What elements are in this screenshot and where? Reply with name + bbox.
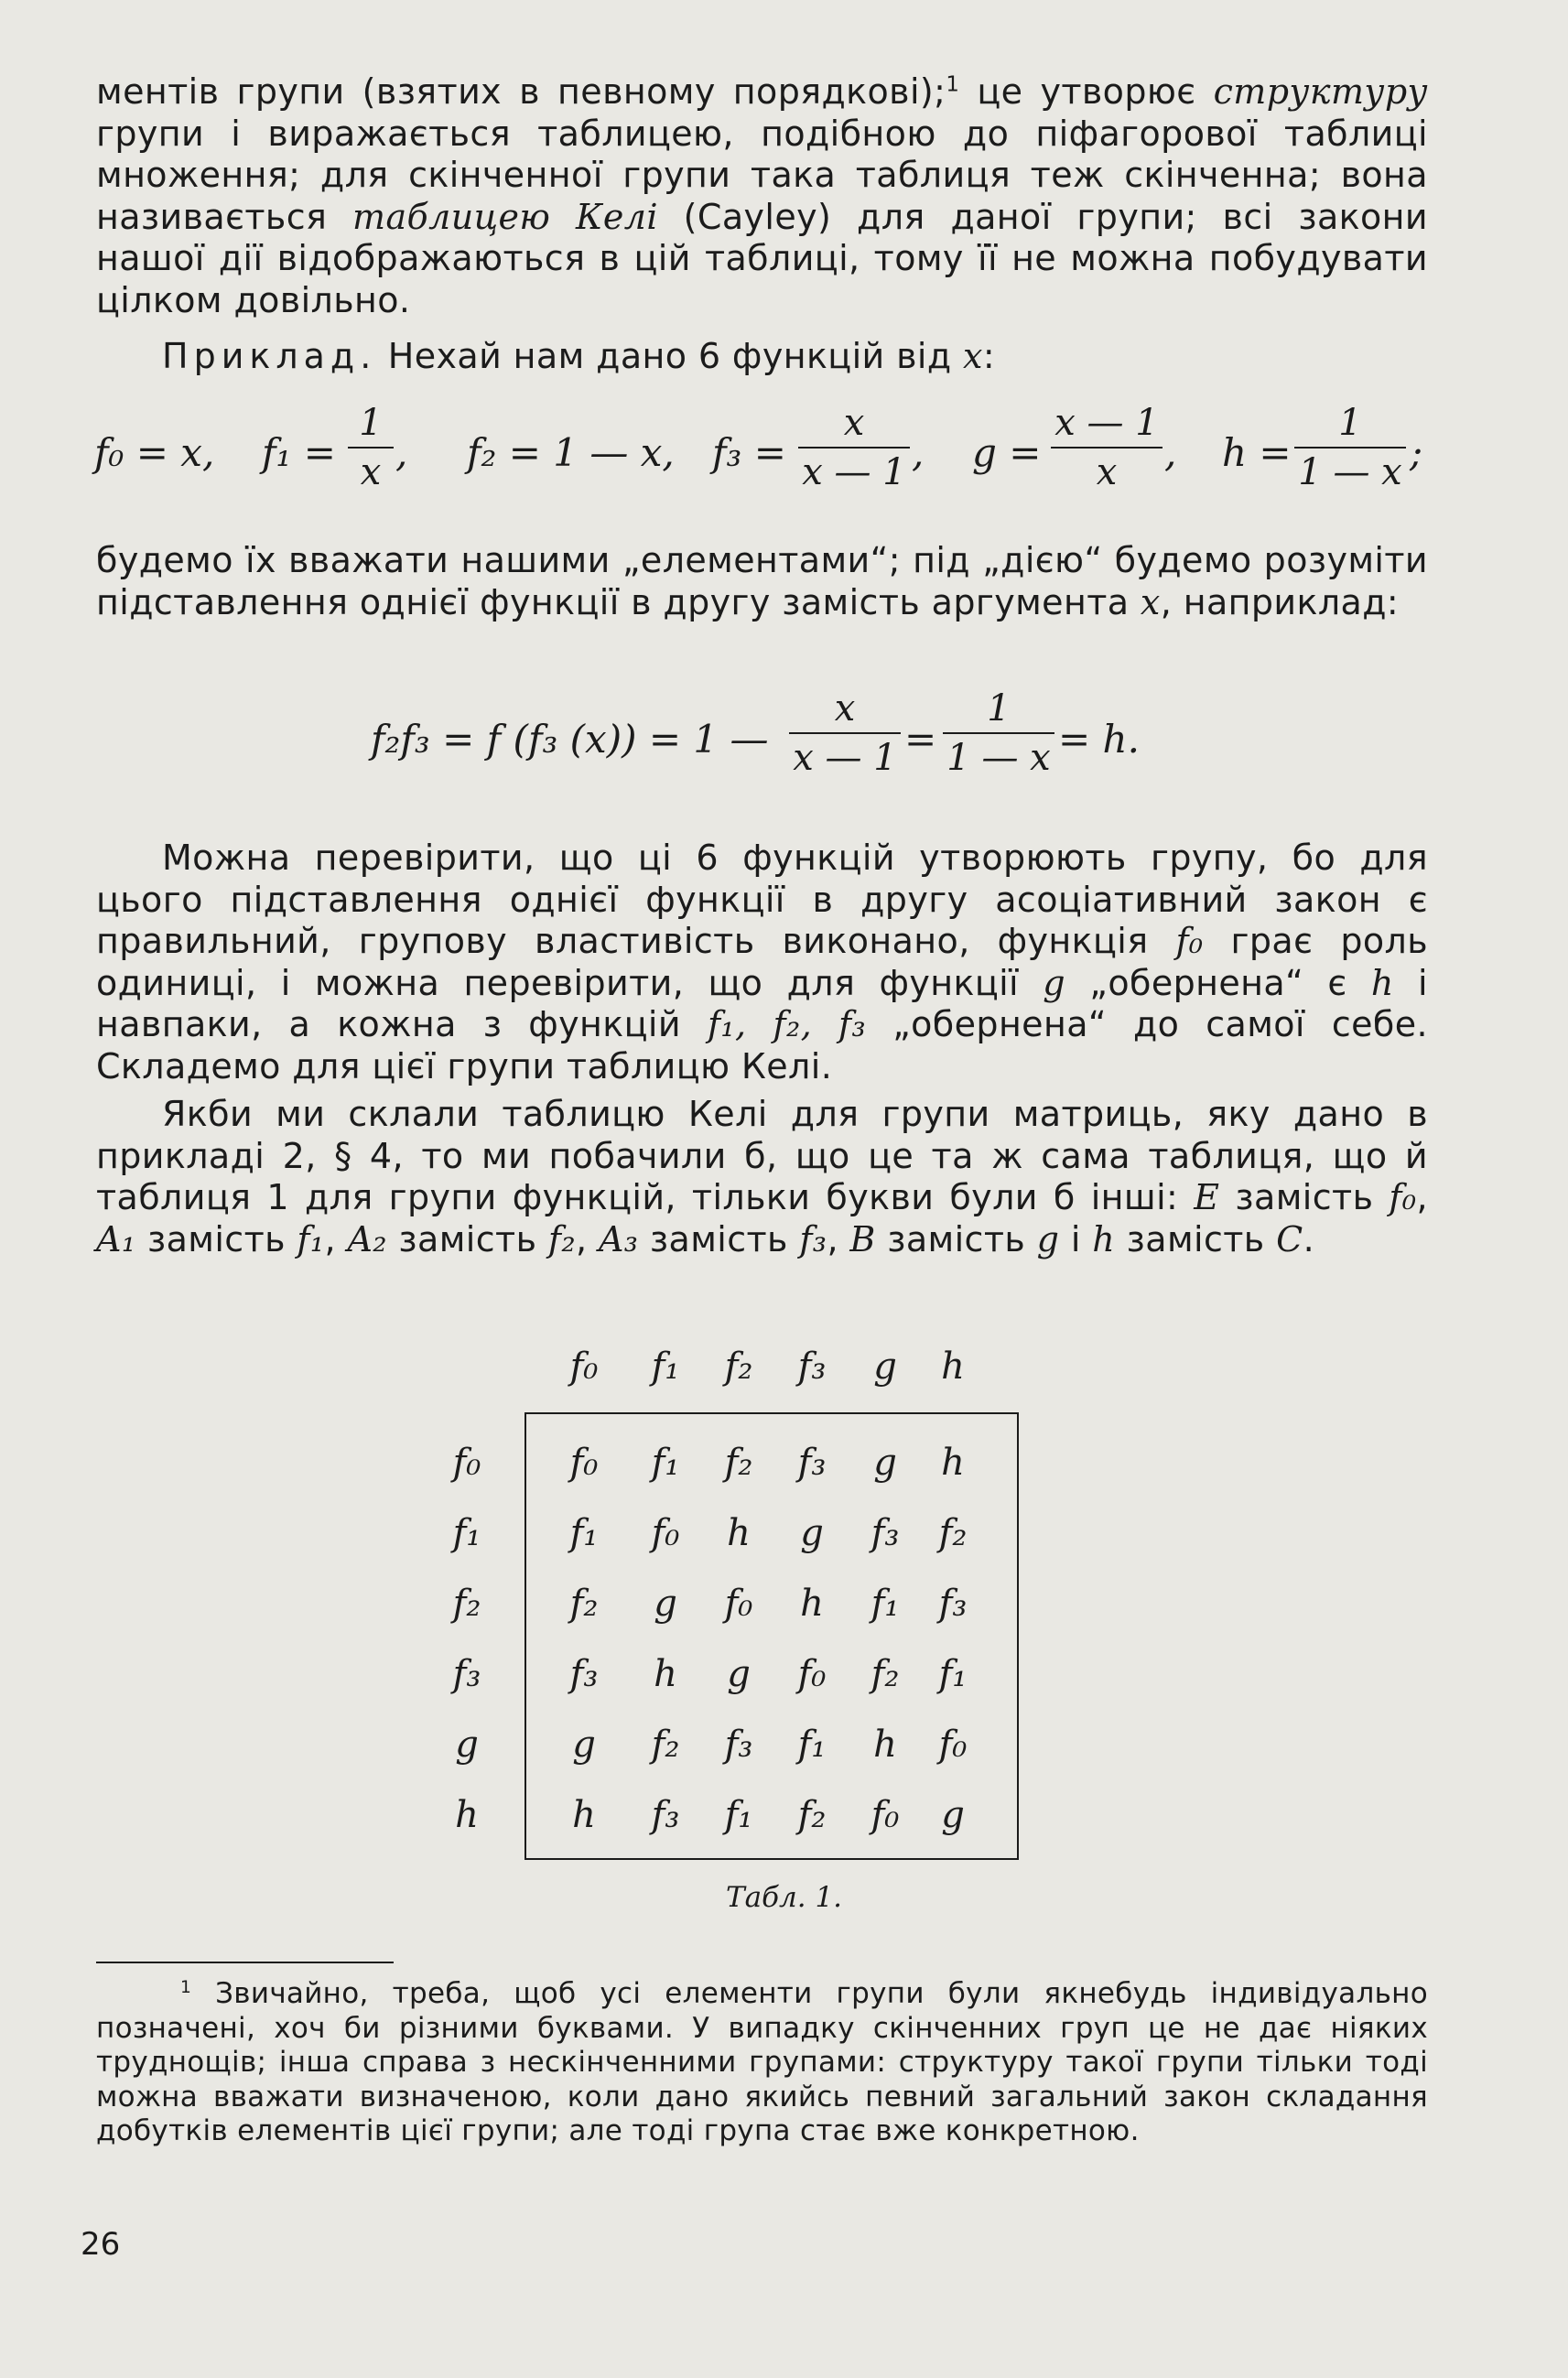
table-cell: g <box>941 1794 965 1836</box>
footnote-text: Звичайно, треба, щоб усі елементи групи були якнебудь індивідуально позначені, хоч би різними буквами. У випадку скінченних груп це не дає ніяких труднощів; інша справа з нескінченними групами: структуру такої групи тільки тоді можна вважати визначеною, коли дано якийсь певний загальний закон складання добутків елементів цієї групи; але тоді група стає вже конкретною. <box>96 1977 1428 2147</box>
table-cell: h <box>873 1724 897 1766</box>
table-cell: h <box>572 1794 596 1836</box>
table-cell: f₂ <box>871 1653 900 1695</box>
p4-text-d: і навпаки, а кожна з функцій <box>96 962 1429 1044</box>
eq1-h-num: 1 <box>1294 403 1406 449</box>
table-cell: f₀ <box>938 1724 968 1766</box>
p5-var-f3: f₃ <box>799 1218 827 1259</box>
p5-end: . <box>1303 1218 1315 1259</box>
table-cell: h <box>654 1653 677 1695</box>
eq1-g-lhs: g = <box>972 430 1042 475</box>
p5-t2: замість <box>135 1218 297 1259</box>
table-cell: f₁ <box>569 1512 599 1554</box>
p2-var-x: x <box>963 336 983 376</box>
eq1-f1-num: 1 <box>348 403 394 449</box>
eq1-f1-lhs: f₁ = <box>262 430 336 475</box>
eq1-f3-fraction <box>798 403 910 492</box>
p4-text-e: „обернена“ до самої себе. Складемо для цієї групи таблицю Келі. <box>96 1004 1428 1086</box>
table-cell: f₀ <box>871 1794 900 1836</box>
paragraph-5 <box>96 1094 1428 1260</box>
emphasis-structure: структуру <box>1213 71 1428 112</box>
p5-t4: замість <box>638 1218 800 1259</box>
p5-var-C: C <box>1276 1218 1303 1259</box>
p2-colon: : <box>982 336 996 376</box>
eq2-frac2-den: 1 — x <box>946 737 1051 779</box>
table-cell: f₀ <box>797 1653 827 1695</box>
p5-var-g: g <box>1036 1218 1060 1259</box>
table-cell: f₁ <box>797 1724 827 1766</box>
page-number: 26 <box>81 2226 121 2263</box>
eq1-f1-den: x <box>360 451 382 493</box>
eq2-lhs: f₂f₃ = f (f₃ (x)) = 1 — <box>371 717 769 762</box>
p5-var-f2: f₂ <box>547 1218 576 1259</box>
table-cell: f₂ <box>938 1512 968 1554</box>
eq1-comma-2: , <box>912 430 925 475</box>
paragraph-1 <box>96 71 1428 321</box>
eq2-frac1-den: x — 1 <box>793 737 897 779</box>
table-cell: f₃ <box>938 1583 968 1625</box>
p5-var-A2: A₂ <box>347 1218 387 1259</box>
p1-text-b: це утворює <box>959 71 1214 112</box>
table-cell: f₂ <box>651 1724 680 1766</box>
table-cell: f₁ <box>651 1442 680 1484</box>
p5-text-a: Якби ми склали таблицю Келі для групи матриць, яку дано в прикладі 2, § 4, то ми побачили б, що це та ж сама таблиця, що й таблиця 1 для групи функцій, тільки букви були б інші: <box>96 1094 1428 1217</box>
row-header: g <box>455 1724 479 1766</box>
table-cell: f₂ <box>797 1794 827 1836</box>
p4-var-g: g <box>1043 962 1065 1003</box>
col-header: f₂ <box>724 1346 753 1388</box>
table-cell: h <box>941 1442 965 1484</box>
p3-var-x: x <box>1140 581 1161 622</box>
col-header: f₀ <box>569 1346 599 1388</box>
p5-var-f1: f₁ <box>297 1218 325 1259</box>
table-cell: f₃ <box>797 1442 827 1484</box>
p4-text-b: грає роль одиниці, і можна перевірити, що для функції <box>96 921 1428 1003</box>
table-cell: g <box>800 1512 824 1554</box>
p5-t7: замість <box>1115 1218 1277 1259</box>
col-header: f₁ <box>651 1346 680 1388</box>
table-cell: f₃ <box>651 1794 680 1836</box>
paragraph-2 <box>96 336 1428 378</box>
p1-text-a: ментів групи (взятих в певному порядкові); <box>96 71 946 112</box>
p5-t6: і <box>1059 1218 1093 1259</box>
p5-c4: , <box>827 1218 850 1259</box>
table-cell: g <box>654 1583 677 1625</box>
example-label: Приклад. <box>162 336 377 376</box>
p5-t1: замість <box>1219 1177 1390 1217</box>
p1-text-c: групи і виражається таблицею, подібною до піфагорової таблиці множення; для скінченної групи така таблиця теж скінченна; вона називається <box>96 113 1428 237</box>
table-cell: f₂ <box>724 1442 753 1484</box>
eq2-fraction-2 <box>943 688 1054 778</box>
eq1-h-lhs: h = <box>1222 430 1292 475</box>
eq1-f3-den: x — 1 <box>802 451 906 493</box>
p1-text-d: (Cayley) для даної групи; всі закони нашої дії відображаються в цій таблиці, тому її не можна побудувати цілком довільно. <box>96 196 1428 320</box>
p5-t5: замість <box>875 1218 1037 1259</box>
row-header: f₃ <box>452 1653 481 1695</box>
p4-text-a: Можна перевірити, що ці 6 функцій утворюють групу, бо для цього підставлення однієї функції в другу асоціативний закон є правильний, групову властивість виконано, функція <box>96 838 1428 961</box>
eq1-f2: f₂ = 1 — x, <box>467 430 675 475</box>
table-cell: f₀ <box>724 1583 753 1625</box>
eq1-f0: f₀ = x, <box>94 430 215 475</box>
footnote-rule <box>96 1962 394 1963</box>
paragraph-4 <box>96 838 1428 1087</box>
p5-c3: , <box>575 1218 599 1259</box>
table-cell: f₃ <box>569 1653 599 1695</box>
p3-text-b: , наприклад: <box>1160 581 1400 622</box>
eq1-semicolon: ; <box>1410 430 1423 475</box>
table-cell: f₀ <box>651 1512 680 1554</box>
footnote-reference: 1 <box>946 72 960 97</box>
table-cell: f₁ <box>871 1583 900 1625</box>
footnote <box>96 1977 1428 2149</box>
p5-var-f0: f₀ <box>1389 1177 1417 1217</box>
eq1-comma-3: , <box>1164 430 1177 475</box>
table-cell: f₃ <box>724 1724 753 1766</box>
row-header: f₁ <box>452 1512 481 1554</box>
table-cell: f₃ <box>871 1512 900 1554</box>
table-cell: f₂ <box>569 1583 599 1625</box>
row-header: f₀ <box>452 1442 481 1484</box>
p4-text-c: „обернена“ є <box>1065 962 1371 1003</box>
p5-var-E: E <box>1194 1177 1220 1217</box>
p5-c1: , <box>1416 1177 1428 1217</box>
eq2-frac2-num: 1 <box>943 688 1054 734</box>
table-cell: f₁ <box>724 1794 753 1836</box>
eq1-comma-1: , <box>395 430 408 475</box>
paragraph-3 <box>96 540 1428 623</box>
p4-var-f0: f₀ <box>1175 921 1204 961</box>
table-cell: f₀ <box>569 1442 599 1484</box>
p5-var-B: B <box>849 1218 876 1259</box>
p5-t3: замість <box>386 1218 548 1259</box>
table-cell: f₁ <box>938 1653 968 1695</box>
emphasis-cayley-table: таблицею Келі <box>352 196 658 237</box>
row-header: h <box>455 1794 479 1836</box>
eq1-f1-fraction <box>348 403 394 492</box>
col-header: f₃ <box>797 1346 827 1388</box>
table-cell: h <box>800 1583 824 1625</box>
eq1-f3-num: x <box>798 403 910 449</box>
eq2-frac1-num: x <box>789 688 901 734</box>
table-cell: g <box>727 1653 751 1695</box>
table-cell: g <box>572 1724 596 1766</box>
p2-text: Нехай нам дано 6 функцій від <box>376 336 964 376</box>
eq1-g-fraction <box>1051 403 1162 492</box>
row-header: f₂ <box>452 1583 481 1625</box>
p5-var-A1: A₁ <box>96 1218 136 1259</box>
col-header: g <box>873 1346 897 1388</box>
p4-var-h: h <box>1370 962 1394 1003</box>
footnote-marker: 1 <box>180 1977 192 1997</box>
eq1-g-den: x <box>1096 451 1118 493</box>
p3-text-a: будемо їх вважати нашими „елементами“; під „дією“ будемо розуміти підставлення однієї функції в другу замість аргумента <box>96 540 1428 622</box>
eq1-g-num: x — 1 <box>1051 403 1162 449</box>
eq2-rhs: = h. <box>1058 717 1140 762</box>
eq1-h-fraction <box>1294 403 1406 492</box>
p5-c2: , <box>324 1218 348 1259</box>
p5-var-A3: A₃ <box>598 1218 639 1259</box>
table-cell: g <box>873 1442 897 1484</box>
eq1-h-den: 1 — x <box>1298 451 1402 493</box>
p4-var-list: f₁, f₂, f₃ <box>707 1004 867 1044</box>
eq2-fraction-1 <box>789 688 901 778</box>
eq1-f3-lhs: f₃ = <box>712 430 786 475</box>
p5-var-h: h <box>1092 1218 1116 1259</box>
col-header: h <box>941 1346 965 1388</box>
eq2-equals: = <box>904 717 937 762</box>
table-caption: Табл. 1. <box>725 1881 843 1914</box>
table-cell: h <box>727 1512 751 1554</box>
